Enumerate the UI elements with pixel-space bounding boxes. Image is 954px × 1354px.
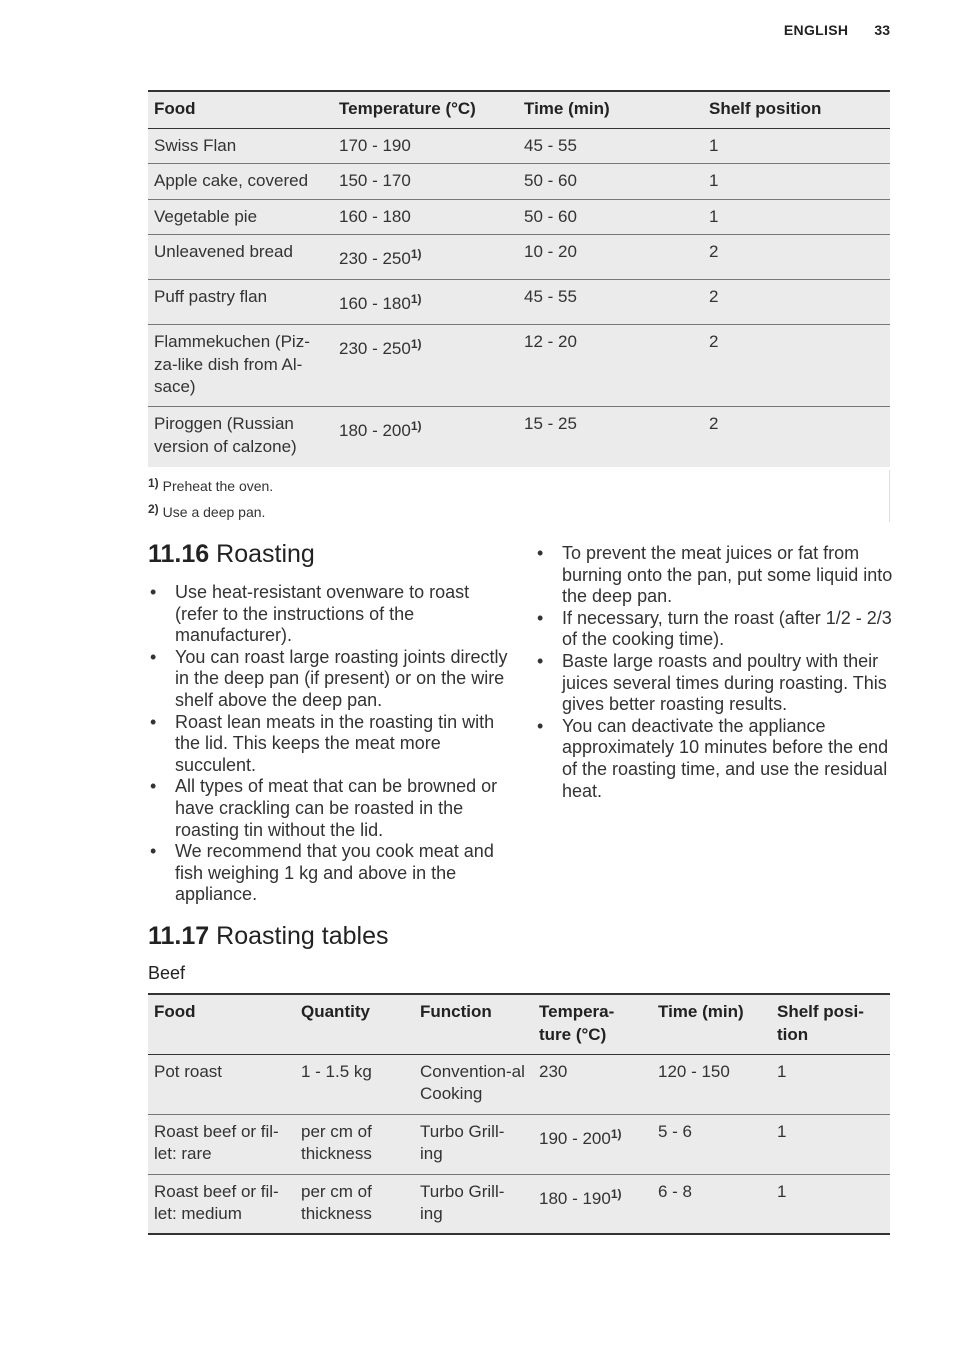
cell-function: Turbo Grill-ing — [420, 1121, 505, 1163]
table-row — [148, 325, 890, 407]
table-row — [148, 235, 890, 280]
cell-quantity: 1 - 1.5 kg — [301, 1061, 372, 1081]
section-heading-roasting-tables: 11.17 Roasting tables — [148, 922, 389, 950]
col-header-quantity: Quantity — [301, 1002, 370, 1021]
table-header-row — [148, 91, 890, 128]
language-label: ENGLISH — [783, 22, 849, 38]
cell-temp: 180 - 190$^{1)}$ — [539, 1186, 622, 1208]
col-header-temperature: Temperature (°C) — [339, 99, 476, 118]
col-header-time: Time (min) — [524, 99, 610, 118]
col-header-temperature: Tempera-ture (°C) — [539, 1002, 615, 1044]
cell-time: 12 - 20 — [524, 332, 577, 351]
list-item: • If necessary, turn the roast (after 1/2 - 2/3 of the cooking time). — [535, 608, 895, 651]
beef-roasting-table — [148, 993, 890, 1235]
list-item: • You can roast large roasting joints directly in the deep pan (if present) or on the wire shelf above the deep pan. — [148, 647, 510, 712]
cell-temp: 190 - 200$^{1)}$ — [539, 1126, 622, 1148]
cell-food: Unleavened bread — [154, 242, 293, 261]
cell-temp: 230 - 250$^{1)}$ — [339, 247, 422, 268]
cell-food: Puff pastry flan — [154, 287, 268, 306]
cell-food: Piroggen (Russian version of calzone) — [154, 414, 297, 456]
table-row — [148, 199, 890, 235]
cell-food: Roast beef or fil-let: medium — [154, 1181, 279, 1223]
col-header-shelf: Shelf position — [709, 99, 822, 118]
cell-food: Apple cake, covered — [154, 171, 309, 190]
cell-food: Flammekuchen (Piz-za-like dish from Al-sace) — [154, 332, 310, 396]
section-heading-roasting: 11.16 Roasting — [148, 540, 315, 568]
list-item: • You can deactivate the appliance approximately 10 minutes before the end of the roasting time, and use the residual heat. — [535, 716, 895, 802]
footnote-ref: 1) — [610, 1186, 622, 1201]
cell-food: Pot roast — [154, 1061, 223, 1081]
cell-shelf: 2 — [709, 332, 719, 351]
cell-time: 5 - 6 — [658, 1121, 693, 1141]
cell-time: 45 - 55 — [524, 287, 577, 306]
subheading-beef: Beef — [148, 963, 186, 983]
footnote-ref: 1) — [610, 1126, 622, 1141]
table-row — [148, 164, 890, 200]
cell-temp: 230 - 250$^{1)}$ — [339, 337, 422, 358]
cell-temp: 150 - 170 — [339, 171, 411, 190]
cell-shelf: 1 — [777, 1121, 787, 1141]
table-footnotes — [148, 470, 890, 522]
list-item: • To prevent the meat juices or fat from burning onto the pan, put some liquid into the deep pan. — [535, 543, 895, 608]
cell-time: 50 - 60 — [524, 206, 577, 226]
footnote-ref: 1) — [410, 419, 422, 433]
cell-time: 6 - 8 — [658, 1181, 693, 1201]
col-header-function: Function — [420, 1002, 492, 1021]
cell-temp: 160 - 180$^{1)}$ — [339, 292, 422, 313]
list-item: • Baste large roasts and poultry with their juices several times during roasting. This gives better roasting results. — [535, 651, 895, 716]
cell-shelf: 1 — [777, 1061, 787, 1081]
cell-shelf: 1 — [777, 1181, 787, 1201]
footnote-ref: 1) — [410, 247, 422, 261]
cell-food: Swiss Flan — [154, 135, 237, 155]
cell-shelf: 1 — [709, 206, 719, 226]
table-row — [148, 1114, 890, 1174]
cell-temp: 230 — [539, 1061, 568, 1081]
table-row — [148, 1174, 890, 1234]
table-header-row — [148, 994, 890, 1054]
footnote: 1) Preheat the oven. — [148, 476, 274, 494]
cell-quantity: per cm of thickness — [301, 1121, 372, 1163]
col-header-food: Food — [154, 1002, 196, 1021]
cell-time: 15 - 25 — [524, 414, 577, 433]
footnote-ref: 1) — [410, 337, 422, 351]
cell-quantity: per cm of thickness — [301, 1181, 372, 1223]
col-header-time: Time (min) — [658, 1002, 744, 1021]
table-row — [148, 280, 890, 325]
baking-table — [148, 90, 890, 467]
cell-shelf: 1 — [709, 171, 719, 190]
table-row — [148, 1054, 890, 1114]
col-header-food: Food — [154, 99, 196, 118]
table-row — [148, 128, 890, 164]
cell-temp: 180 - 200$^{1)}$ — [339, 419, 422, 440]
cell-time: 10 - 20 — [524, 242, 577, 261]
cell-temp: 170 - 190 — [339, 135, 411, 155]
page-header — [784, 22, 890, 39]
list-item: • Use heat-resistant ovenware to roast (refer to the instructions of the manufacturer). — [148, 582, 510, 647]
footnote-ref: 1) — [410, 292, 422, 306]
roasting-tips-right — [535, 543, 895, 802]
col-header-shelf: Shelf posi-tion — [777, 1002, 864, 1044]
page-number: 33 — [874, 22, 890, 38]
cell-food: Roast beef or fil-let: rare — [154, 1121, 279, 1163]
cell-time: 45 - 55 — [524, 135, 577, 155]
cell-food: Vegetable pie — [154, 206, 258, 226]
cell-shelf: 2 — [709, 414, 719, 433]
cell-time: 120 - 150 — [658, 1061, 730, 1081]
cell-time: 50 - 60 — [524, 171, 577, 190]
cell-function: Turbo Grill-ing — [420, 1181, 505, 1223]
cell-shelf: 2 — [709, 242, 719, 261]
cell-shelf: 2 — [709, 287, 719, 306]
cell-temp: 160 - 180 — [339, 206, 411, 226]
table-row — [148, 407, 890, 467]
footnote: 2) Use a deep pan. — [148, 502, 266, 520]
list-item: • All types of meat that can be browned or have crackling can be roasted in the roasting tin without the lid. — [148, 776, 510, 841]
roasting-tips-left — [148, 582, 510, 906]
cell-shelf: 1 — [709, 135, 719, 155]
list-item: • Roast lean meats in the roasting tin with the lid. This keeps the meat more succulent. — [148, 712, 510, 777]
list-item: • We recommend that you cook meat and fish weighing 1 kg and above in the appliance. — [148, 841, 510, 906]
cell-function: Convention-al Cooking — [420, 1061, 525, 1103]
